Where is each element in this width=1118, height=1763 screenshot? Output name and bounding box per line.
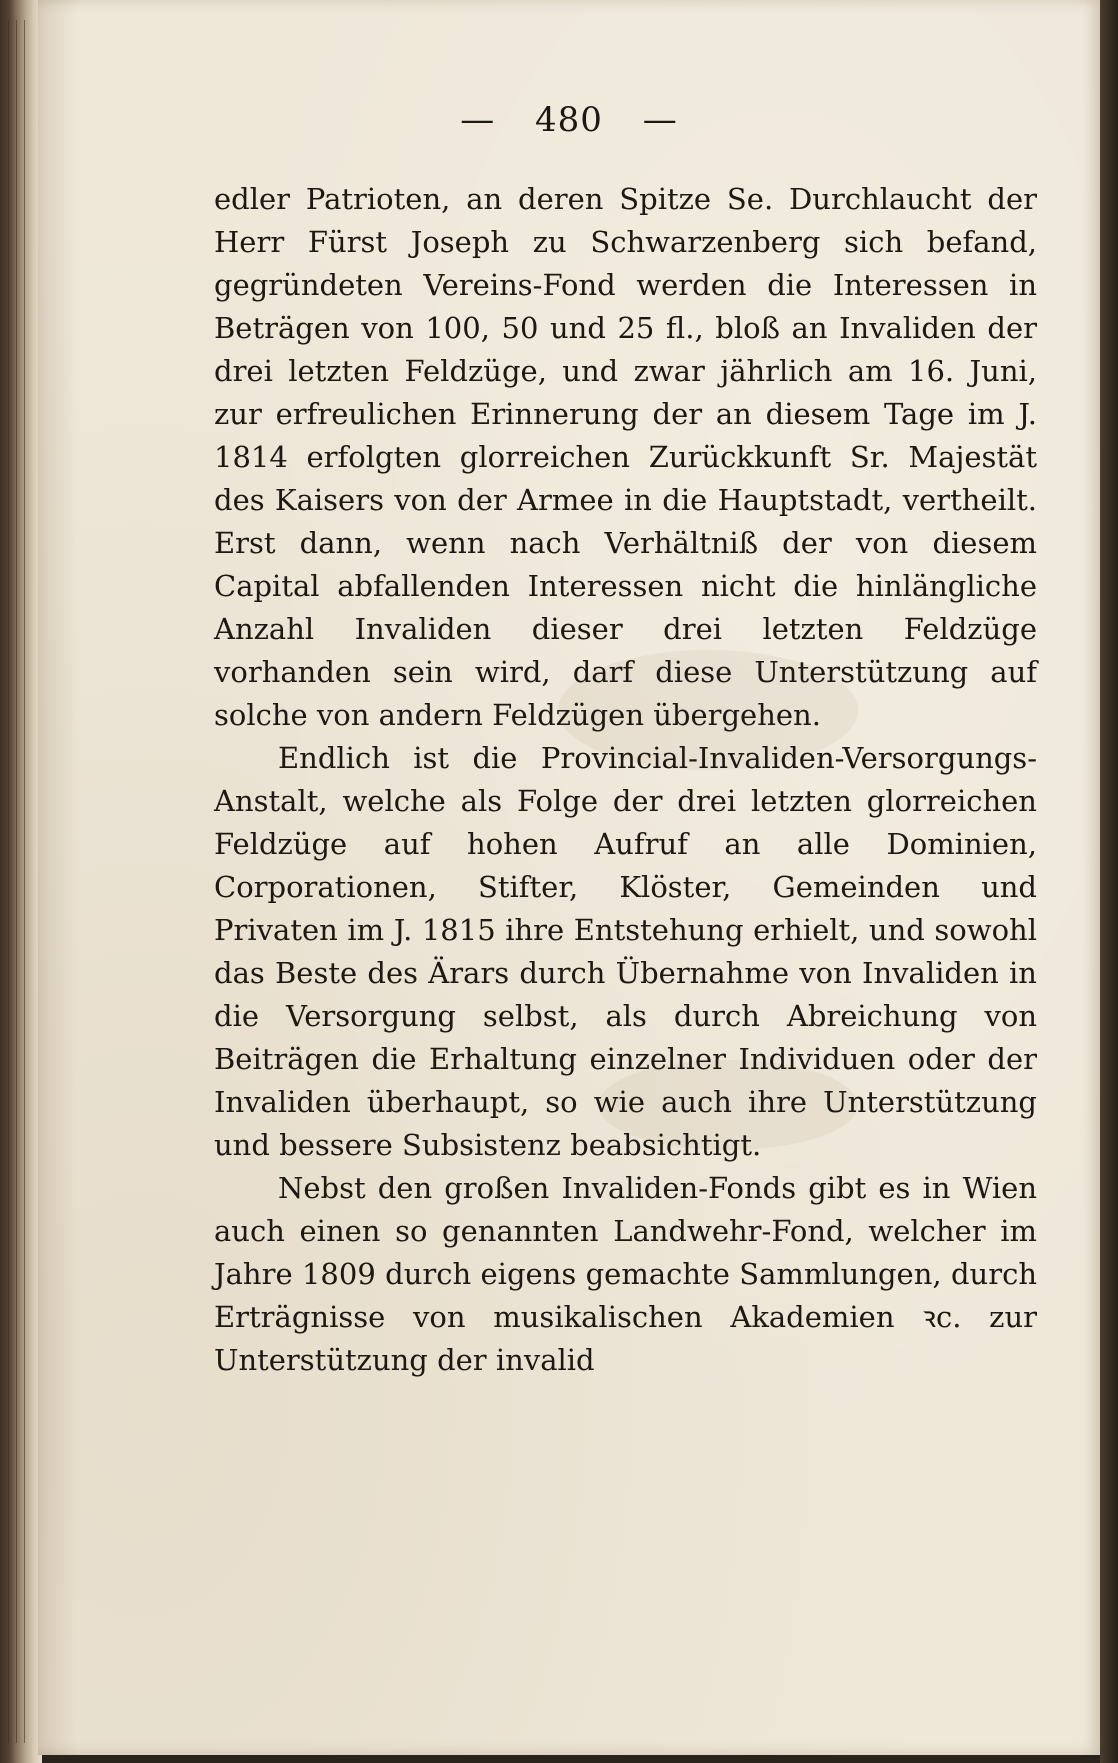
binding-edge-line [8, 20, 9, 1743]
page-header [38, 100, 1100, 140]
paragraph-provincial-invaliden: Endlich ist die Provincial-Invaliden-Versorgungs-Anstalt, welche als Folge der drei letzten glorreichen Feldzüge auf hohen Aufruf an alle Dominien, Corporationen, Stifter, Klöster, Gemeinden und Privaten im J. 1815 ihre Entstehung erhielt, und sowohl das Beste des Ärars durch Übernahme von Invaliden in die Versorgung selbst, als durch Abreichung von Beiträgen die Erhaltung einzelner Individuen oder der Invaliden überhaupt, so wie auch ihre Unterstützung und bessere Subsistenz beabsichtigt. [214, 741, 1037, 1162]
binding-edge-line [24, 20, 25, 1743]
binding-edge-line [16, 20, 17, 1743]
book-page [38, 0, 1100, 1755]
header-dash-left: — [460, 100, 496, 140]
paragraph-continued: edler Patrioten, an deren Spitze Se. Durchlaucht der Herr Fürst Joseph zu Schwarzenberg sich befand, gegründeten Vereins-Fond werden die Interessen in Beträgen von 100, 50 und 25 fl., bloß an Invaliden der drei letzten Feldzüge, und zwar jährlich am 16. Juni, zur erfreulichen Erinnerung der an diesem Tage im J. 1814 erfolgten glorreichen Zurückkunft Sr. Majestät des Kaisers von der Armee in die Hauptstadt, vertheilt. Erst dann, wenn nach Verhältniß der von diesem Capital abfallenden Interessen nicht die hinlängliche Anzahl Invaliden dieser drei letzten Feldzüge vorhanden sein wird, darf diese Unterstützung auf solche von andern Feldzügen übergehen. [214, 182, 1037, 732]
body-text [214, 178, 1037, 1382]
page-number: 480 [535, 100, 603, 140]
header-dash-right: — [642, 100, 678, 140]
book-edge-right [1100, 0, 1118, 1763]
paragraph-landwehr-fond: Nebst den großen Invaliden-Fonds gibt es in Wien auch einen so genannten Landwehr-Fond, welcher im Jahre 1809 durch eigens gemachte Sammlungen, durch Erträgnisse von musikalischen Akademien ꝛc. zur Unterstützung der invalid [214, 1171, 1037, 1377]
book-binding-left [0, 0, 42, 1763]
